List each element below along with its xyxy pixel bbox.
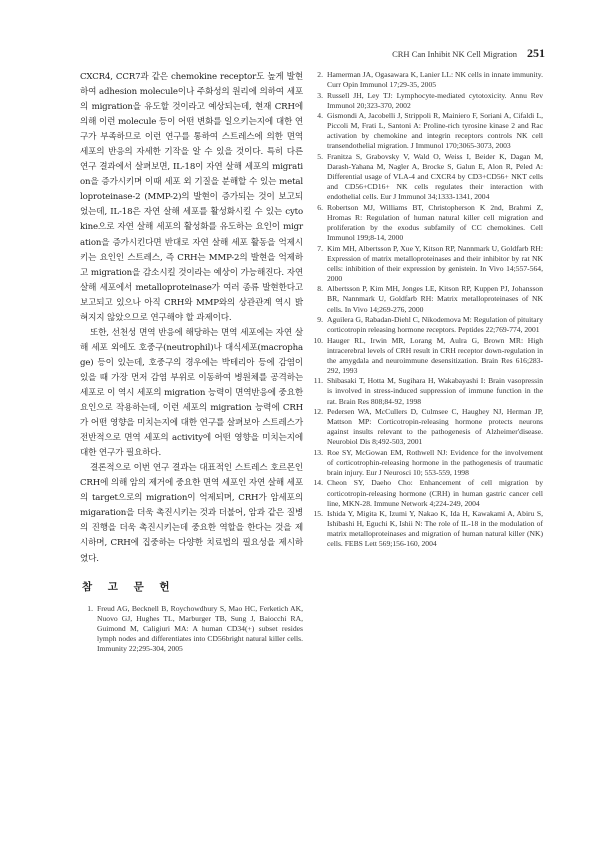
reference-item [311, 448, 543, 478]
reference-text: Pedersen WA, McCullers D, Culmsee C, Haughey NJ, Herman JP, Mattson MP: Corticotropin-releasing hormone protects neurons against insults relevant to the pathogenesis of Alzheimer'disease. Neurobiol Dis 8;492-503, 2001 [327, 407, 543, 447]
reference-text: Hamerman JA, Ogasawara K, Lanier LL: NK cells in innate immunity. Curr Opin Immunol 17;29-35, 2005 [327, 70, 543, 90]
reference-item [80, 604, 303, 654]
reference-number: 11. [313, 376, 323, 386]
reference-item [311, 152, 543, 202]
reference-number: 3. [317, 90, 323, 100]
reference-item [311, 70, 543, 90]
reference-item [311, 376, 543, 406]
reference-item [311, 284, 543, 314]
reference-item [311, 336, 543, 376]
reference-text: Cheon SY, Daeho Cho: Enhancement of cell migration by corticotropin-releasing hormone (CRH) in human gastric cancer cell line, MKN-28. Immune Network 4;224-249, 2004 [327, 478, 543, 508]
reference-number: 7. [317, 243, 323, 253]
reference-text: Robertson MJ, Williams BT, Christopherson K 2nd, Brahmi Z, Hromas R: Regulation of human natural killer cell migration and proliferation by the exodus subfamily of CC chemokines. Cell Immunol 199;8-14, 2000 [327, 202, 543, 243]
left-column [80, 70, 303, 654]
reference-item [311, 203, 543, 243]
reference-number: 2. [317, 70, 323, 79]
reference-text: Kim MH, Albertsson P, Xue Y, Kitson RP, Nannmark U, Goldfarb RH: Expression of matrix metalloproteinases and their inhibitor by rat NK cells: inhibition of their expression by genistein. In Vivo 14;557-564, 2000 [327, 243, 543, 283]
reference-text: Franitza S, Grabovsky V, Wald O, Weiss I, Beider K, Dagan M, Darash-Yahana M, Nagler A, Brocke S, Galun E, Alon R, Peled A: Differential usage of VLA-4 and CXCR4 by CD3+CD56+ NKT cells and CD56+CD16+ NK cells regulates their interaction with endothelial cells. Eur J Immunol 34;1333-1341, 2004 [327, 151, 543, 202]
reference-text: Roe SY, McGowan EM, Rothwell NJ: Evidence for the involvement of corticotrophin-releasing hormone in the pathogenesis of traumatic brain injury. Eur J Neurosci 10; 553-559, 1998 [327, 447, 543, 477]
reference-text: Shibasaki T, Hotta M, Sugihara H, Wakabayashi I: Brain vasopressin is involved in stress-induced suppression of immune function in the rat. Brain Res 808;84-92, 1998 [327, 376, 543, 406]
reference-number: 8. [317, 284, 323, 294]
body-paragraph: 또한, 선천성 면역 반응에 해당하는 면역 세포에는 자연 살해 세포 외에도 호중구(neutrophil)나 대식세포(macrophage) 등이 있는데, 호중구의 경우에는 박테리아 등에 감염이 있을 때 가장 먼저 감염 부위로 이동하여 병원체를 공격하는 세포로 이 역시 세포의 migration 능력이 면역반응에 중요한 요인으로 작용하는데, 이런 세포의 migration 능력에 CRH가 어떤 영향을 미치는지에 대한 연구를 살펴보아 스트레스가 전반적으로 면역 세포의 activity에 어떤 영향을 미치는지에 대한 연구가 필요하다. [80, 327, 303, 459]
body-paragraph: 결론적으로 이번 연구 결과는 대표적인 스트레스 호르몬인 CRH에 의해 암의 제거에 중요한 면역 세포인 자연 살해 세포의 target으로의 migration이 억제되며, CRH가 암세포의 migaration을 더욱 촉진시키는 것과 더불어, 암과 같은 질병의 진행을 더욱 촉진시키는데 중요한 역할을 한다는 것을 제시하며, CRH에 집중하는 다양한 치료법의 필요성을 제시하였다. [80, 463, 303, 564]
reference-item [311, 244, 543, 284]
reference-number: 10. [313, 335, 323, 345]
reference-text: Ishida Y, Migita K, Izumi Y, Nakao K, Ida H, Kawakami A, Abiru S, Ishibashi H, Eguchi K, Ishii N: The role of IL-18 in the modulation of matrix metalloproteinases and migration of human natural killer (NK) cells. FEBS Lett 569;156-160, 2004 [327, 509, 543, 549]
reference-number: 9. [317, 314, 323, 324]
reference-item [311, 91, 543, 111]
reference-number: 6. [317, 202, 323, 212]
reference-text: Aguilera G, Rabadan-Diehl C, Nikodemova M: Regulation of pituitary corticotropin releasing hormone receptors. Peptides 22;769-774, 2001 [327, 314, 543, 335]
reference-number: 15. [313, 509, 323, 519]
reference-number: 12. [313, 407, 323, 416]
reference-text: Freud AG, Becknell B, Roychowdhury S, Mao HC, Ferketich AK, Nuovo GJ, Hughes TL, Marburger TB, Sung J, Baiocchi RA, Guimond M, Caligiuri MA: A human CD34(+) subset resides lymph nodes and differentiates into CD56bright natural killer cells. Immunity 22;295-304, 2005 [97, 603, 303, 653]
reference-number: 4. [317, 111, 323, 121]
reference-number: 14. [313, 478, 323, 488]
reference-number: 1. [87, 603, 93, 613]
reference-text: Albertsson P, Kim MH, Jonges LE, Kitson RP, Kuppen PJ, Johansson BR, Nannmark U, Goldfarb RH: Matrix metalloproteinases of NK cells. In Vivo 14;269-276, 2000 [327, 284, 543, 314]
right-column [311, 70, 543, 550]
reference-text: Hauger RL, Irwin MR, Lorang M, Aulra G, Brown MR: High intracerebral levels of CRH result in CRH receptor down-regulation in the amygdala and neuroimmune desensitization. Brain Res 616;283-292, 1993 [327, 335, 543, 375]
reference-item [311, 509, 543, 549]
page-number: 251 [527, 46, 545, 60]
reference-text: Russell JH, Ley TJ: Lymphocyte-mediated cytotoxicity. Annu Rev Immunol 20;323-370, 2002 [327, 90, 543, 110]
reference-item [311, 478, 543, 508]
reference-number: 5. [317, 151, 323, 161]
reference-list-left [80, 604, 303, 654]
references-heading: 참 고 문 헌 [82, 580, 176, 593]
body-paragraph: CXCR4, CCR7과 같은 chemokine receptor도 높게 발현하여 adhesion molecule이나 주화성의 원리에 의하여 세포의 migration을 유도할 것이라고 예상되는데, 현재 CRH에 의해 이런 molecule 등이 어떤 변화를 일으키는지에 대한 연구가 부족하므로 이런 연구를 통하여 스트레스에 의한 면역 세포의 반응의 자세한 기작을 알 수 있을 것이다. 특히 다른 연구 결과에서 살펴보면, IL-18이 자연 살해 세포의 migration을 증가시키며 이때 세포 외 기질을 분해할 수 있는 metalloproteinase-2 (MMP-2)의 발현이 증가되는 것이 보고되었는데, IL-18은 자연 살해 세포를 활성화시킬 수 있는 cytokine으로 자연 살해 세포의 활성화를 유도하는 요인이 migration을 증가시킨다면 반대로 자연 살해 세포 활동을 억제시키는 요인인 스트레스, 즉 CRH는 MMP-2의 발현을 억제하고 migration을 감소시킬 것이라는 예상이 가능해진다. 자연 살해 세포에서 metalloproteinase가 여러 종류 발현한다고 보고되고 있으나 아직 CRH와 MMP와의 상관관계 역시 밝혀지지 않았으므로 연구해야 할 과제이다. [80, 72, 303, 323]
running-title: CRH Can Inhibit NK Cell Migration [392, 49, 517, 59]
running-header [300, 46, 545, 61]
reference-list-right [311, 70, 543, 549]
reference-item [311, 315, 543, 335]
reference-item [311, 407, 543, 447]
reference-number: 13. [313, 447, 323, 457]
reference-text: Gismondi A, Jacobelli J, Strippoli R, Mainiero F, Soriani A, Cifaldi L, Piccoli M, Frati L, Santoni A: Proline-rich tyrosine kinase 2 and Rac activation by chemokine and integrin receptors controls NK cell transendothelial migration. J Immunol 170;3065-3073, 2003 [327, 111, 543, 151]
reference-item [311, 111, 543, 151]
